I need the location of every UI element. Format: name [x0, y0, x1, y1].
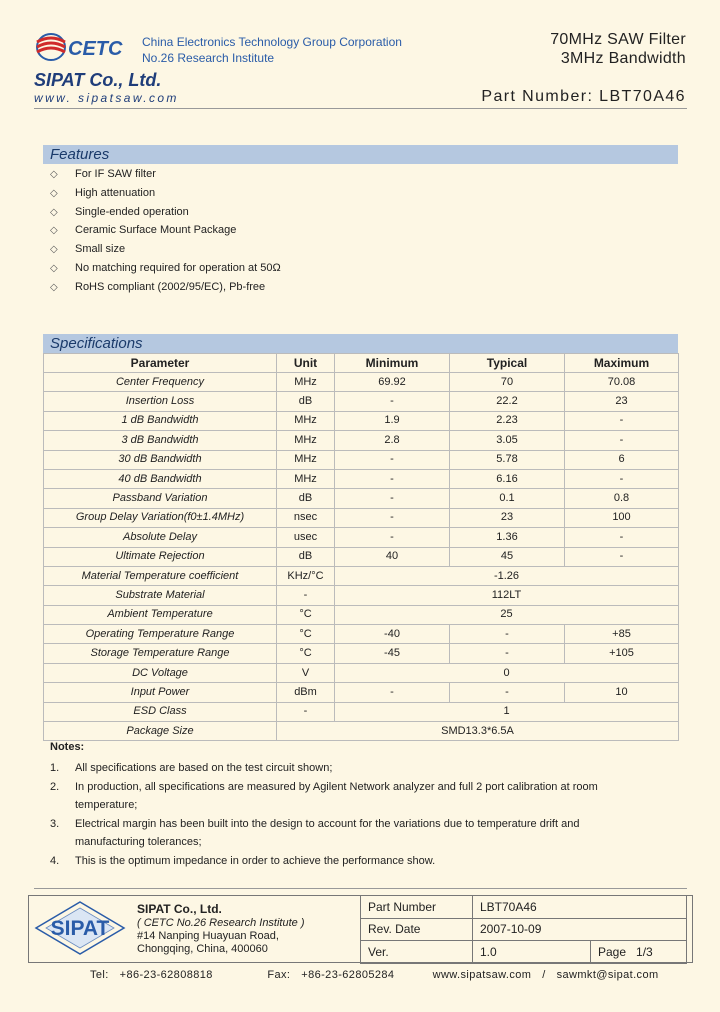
spec-cell: dB — [277, 489, 335, 508]
feature-text: No matching required for operation at 50Ω — [75, 262, 281, 274]
spec-cell: - — [335, 508, 450, 527]
spec-parameter: Center Frequency — [44, 373, 277, 392]
spec-row — [44, 489, 679, 508]
feature-text: High attenuation — [75, 186, 156, 199]
sipat-logo-text: SIPAT — [50, 917, 110, 940]
page-indicator — [591, 941, 687, 964]
spec-cell: usec — [277, 528, 335, 547]
spec-cell: - — [277, 702, 335, 721]
spec-cell: MHz — [277, 373, 335, 392]
spec-cell: MHz — [277, 431, 335, 450]
feature-item — [50, 241, 125, 257]
spec-header-row — [44, 354, 679, 373]
note-item — [50, 759, 333, 778]
diamond-bullet-icon: ◇ — [50, 225, 58, 237]
diamond-bullet-icon: ◇ — [50, 169, 58, 180]
spec-cell: MHz — [277, 469, 335, 488]
spec-cell: - — [565, 469, 679, 488]
feature-text: Single-ended operation — [75, 205, 189, 218]
spec-cell: - — [450, 683, 565, 702]
diamond-bullet-icon: ◇ — [50, 244, 58, 256]
spec-cell: - — [277, 586, 335, 605]
spec-header-cell: Parameter — [44, 354, 277, 373]
spec-cell: dBm — [277, 683, 335, 702]
spec-row — [44, 469, 679, 488]
website-link[interactable]: www. sipatsaw.com — [34, 91, 179, 105]
spec-cell: 0 — [335, 663, 679, 682]
spec-cell: 6.16 — [450, 469, 565, 488]
spec-header-cell: Maximum — [565, 354, 679, 373]
spec-cell: °C — [277, 625, 335, 644]
spec-cell: 69.92 — [335, 373, 450, 392]
part-number-label: Part Number — [361, 896, 473, 919]
spec-row — [44, 411, 679, 430]
spec-row — [44, 702, 679, 721]
spec-cell: 23 — [565, 392, 679, 411]
note-number: 2. — [50, 780, 60, 793]
feature-item — [50, 279, 265, 295]
spec-cell: 3.05 — [450, 431, 565, 450]
note-text: In production, all specifications are measured by Agilent Network analyzer and full 2 port calibration at room — [75, 780, 598, 793]
spec-cell: °C — [277, 605, 335, 624]
footer-divider — [34, 888, 687, 889]
feature-item — [50, 222, 236, 238]
spec-cell: - — [335, 489, 450, 508]
spec-row — [44, 722, 679, 741]
spec-header-cell: Unit — [277, 354, 335, 373]
spec-row — [44, 644, 679, 663]
corp-name: China Electronics Technology Group Corporation — [142, 35, 402, 49]
page-value: 1/3 — [636, 944, 653, 959]
spec-cell: +105 — [565, 644, 679, 663]
rev-date-label: Rev. Date — [361, 918, 473, 941]
feature-item — [50, 260, 281, 276]
spec-parameter: 1 dB Bandwidth — [44, 411, 277, 430]
doc-info-table — [360, 895, 687, 964]
spec-parameter: 30 dB Bandwidth — [44, 450, 277, 469]
note-number: 3. — [50, 817, 60, 830]
spec-cell: 70.08 — [565, 373, 679, 392]
spec-cell: - — [335, 469, 450, 488]
spec-cell: V — [277, 663, 335, 682]
spec-parameter: Storage Temperature Range — [44, 644, 277, 663]
spec-cell: +85 — [565, 625, 679, 644]
note-number: 4. — [50, 854, 60, 867]
spec-cell: KHz/°C — [277, 566, 335, 585]
company-name: SIPAT Co., Ltd. — [34, 70, 162, 90]
spec-parameter: Ambient Temperature — [44, 605, 277, 624]
diamond-bullet-icon: ◇ — [50, 281, 58, 293]
spec-cell: 5.78 — [450, 450, 565, 469]
notes-heading: Notes: — [50, 741, 85, 753]
spec-cell: 2.23 — [450, 411, 565, 430]
spec-header-cell: Typical — [450, 354, 565, 373]
spec-cell: -40 — [335, 625, 450, 644]
product-bandwidth: 3MHz Bandwidth — [560, 50, 686, 67]
note-item — [50, 778, 598, 815]
spec-cell: 2.8 — [335, 431, 450, 450]
feature-item — [50, 204, 189, 220]
spec-cell: dB — [277, 392, 335, 411]
spec-cell: 1.9 — [335, 411, 450, 430]
footer-institute: ( CETC No.26 Research Institute ) — [137, 917, 305, 929]
spec-cell: dB — [277, 547, 335, 566]
spec-parameter: Package Size — [44, 722, 277, 741]
spec-parameter: 40 dB Bandwidth — [44, 469, 277, 488]
spec-cell: 70 — [450, 373, 565, 392]
part-number-value: LBT70A46 — [473, 896, 687, 919]
spec-cell: °C — [277, 644, 335, 663]
spec-cell: 10 — [565, 683, 679, 702]
spec-parameter: Ultimate Rejection — [44, 547, 277, 566]
feature-text: Ceramic Surface Mount Package — [75, 224, 237, 237]
spec-parameter: Group Delay Variation(f0±1.4MHz) — [44, 508, 277, 527]
spec-row — [44, 547, 679, 566]
spec-parameter: Insertion Loss — [44, 392, 277, 411]
part-number-heading: Part Number: LBT70A46 — [481, 88, 686, 105]
rev-date-value: 2007-10-09 — [473, 918, 687, 941]
spec-cell: 100 — [565, 508, 679, 527]
feature-text: For IF SAW filter — [75, 168, 156, 180]
institute-name: No.26 Research Institute — [142, 51, 275, 65]
header-divider — [34, 108, 687, 109]
footer-address-1: #14 Nanping Huayuan Road, — [137, 930, 279, 942]
spec-parameter: 3 dB Bandwidth — [44, 431, 277, 450]
spec-cell: - — [335, 528, 450, 547]
spec-cell: 45 — [450, 547, 565, 566]
footer-address-2: Chongqing, China, 400060 — [137, 943, 268, 955]
spec-row — [44, 683, 679, 702]
spec-cell: - — [565, 411, 679, 430]
spec-cell: 1 — [335, 702, 679, 721]
spec-cell: 112LT — [335, 586, 679, 605]
version-value: 1.0 — [473, 941, 591, 964]
spec-parameter: Absolute Delay — [44, 528, 277, 547]
contact-line: Tel: +86-23-62808818 Fax: +86-23-62805284 www.sipatsaw.com / sawmkt@sipat.com — [90, 969, 659, 981]
spec-parameter: ESD Class — [44, 702, 277, 721]
spec-row — [44, 605, 679, 624]
spec-cell: 0.1 — [450, 489, 565, 508]
spec-cell: nsec — [277, 508, 335, 527]
spec-cell: - — [335, 392, 450, 411]
note-text: All specifications are based on the test circuit shown; — [75, 762, 333, 774]
spec-row — [44, 586, 679, 605]
spec-cell: 25 — [335, 605, 679, 624]
note-text: This is the optimum impedance in order to achieve the performance show. — [75, 854, 436, 867]
note-item — [50, 815, 580, 852]
diamond-bullet-icon: ◇ — [50, 263, 58, 274]
spec-cell: - — [335, 450, 450, 469]
specifications-heading: Specifications — [43, 334, 678, 353]
feature-item — [50, 185, 155, 201]
diamond-bullet-icon: ◇ — [50, 187, 58, 199]
spec-cell: - — [335, 683, 450, 702]
spec-cell: -1.26 — [335, 566, 679, 585]
version-label: Ver. — [361, 941, 473, 964]
spec-cell: - — [565, 528, 679, 547]
note-text: Electrical margin has been built into the design to account for the variations due to temperature drift and — [75, 817, 580, 830]
spec-row — [44, 431, 679, 450]
spec-cell: - — [565, 431, 679, 450]
feature-text: RoHS compliant (2002/95/EC), Pb-free — [75, 280, 266, 293]
spec-cell: SMD13.3*6.5A — [277, 722, 679, 741]
spec-cell: 0.8 — [565, 489, 679, 508]
note-text: manufacturing tolerances; — [75, 836, 202, 848]
spec-parameter: Passband Variation — [44, 489, 277, 508]
product-title: 70MHz SAW Filter — [550, 31, 686, 48]
cetc-logo — [34, 30, 130, 64]
spec-row — [44, 508, 679, 527]
spec-cell: 40 — [335, 547, 450, 566]
note-text: temperature; — [75, 799, 138, 811]
spec-row — [44, 625, 679, 644]
spec-cell: 22.2 — [450, 392, 565, 411]
features-heading: Features — [43, 145, 678, 164]
spec-cell: MHz — [277, 450, 335, 469]
spec-row — [44, 528, 679, 547]
cetc-logo-text: CETC — [68, 38, 123, 60]
diamond-bullet-icon: ◇ — [50, 206, 58, 218]
spec-row — [44, 663, 679, 682]
sipat-logo — [34, 900, 126, 956]
spec-row — [44, 450, 679, 469]
spec-parameter: Input Power — [44, 683, 277, 702]
spec-header-cell: Minimum — [335, 354, 450, 373]
spec-cell: 6 — [565, 450, 679, 469]
footer-company: SIPAT Co., Ltd. — [137, 902, 222, 916]
spec-parameter: DC Voltage — [44, 663, 277, 682]
spec-parameter: Operating Temperature Range — [44, 625, 277, 644]
spec-cell: - — [450, 644, 565, 663]
page-label: Page — [598, 944, 627, 959]
spec-cell: MHz — [277, 411, 335, 430]
spec-cell: -45 — [335, 644, 450, 663]
spec-table — [43, 353, 679, 741]
spec-cell: 23 — [450, 508, 565, 527]
spec-row — [44, 392, 679, 411]
note-item — [50, 852, 436, 871]
spec-cell: - — [450, 625, 565, 644]
spec-parameter: Material Temperature coefficient — [44, 566, 277, 585]
feature-text: Small size — [75, 243, 126, 256]
spec-parameter: Substrate Material — [44, 586, 277, 605]
spec-row — [44, 566, 679, 585]
feature-item — [50, 166, 156, 182]
spec-cell: - — [565, 547, 679, 566]
note-number: 1. — [50, 762, 60, 774]
spec-cell: 1.36 — [450, 528, 565, 547]
spec-row — [44, 373, 679, 392]
